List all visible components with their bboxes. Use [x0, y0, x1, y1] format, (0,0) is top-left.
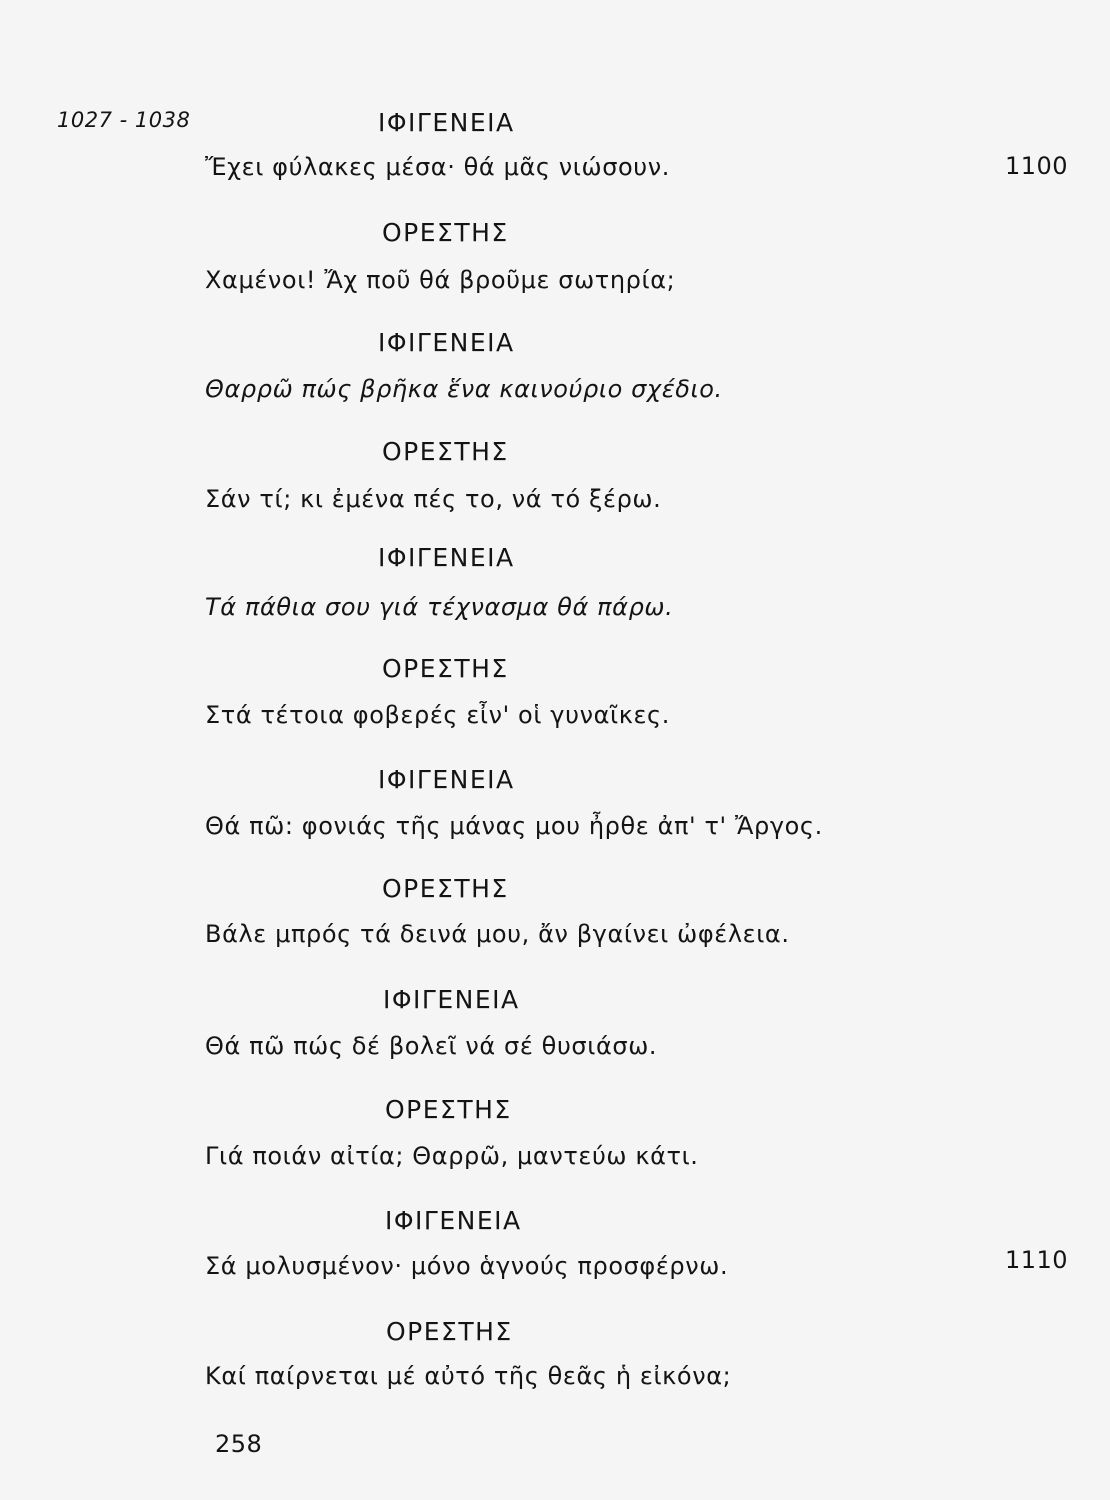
verse-line: Στά τέτοια φοβερές εἶν' οἱ γυναῖκες. — [205, 701, 670, 729]
verse-line: Σά μολυσμένον· μόνο ἁγνούς προσφέρνω. — [205, 1252, 729, 1280]
speaker-name: ΙΦΙΓΕΝΕΙΑ — [383, 985, 520, 1014]
line-number: 1100 — [1005, 152, 1069, 180]
verse-line: Θά πῶ: φονιάς τῆς μάνας μου ἦρθε ἀπ' τ' Ἄργος. — [205, 812, 823, 840]
speaker-name: ΟΡΕΣΤΗΣ — [382, 654, 509, 683]
verse-line: Θά πῶ πώς δέ βολεῖ νά σέ θυσιάσω. — [205, 1032, 658, 1060]
speaker-name: ΟΡΕΣΤΗΣ — [382, 874, 509, 903]
verse-line: Τά πάθια σου γιά τέχνασμα θά πάρω. — [205, 593, 674, 621]
verse-line: Βάλε μπρός τά δεινά μου, ἄν βγαίνει ὠφέλεια. — [205, 920, 790, 948]
verse-line: Ἔχει φύλακες μέσα· θά μᾶς νιώσουν. — [205, 153, 671, 181]
speaker-name: ΟΡΕΣΤΗΣ — [386, 1317, 513, 1346]
speaker-name: ΙΦΙΓΕΝΕΙΑ — [378, 765, 515, 794]
speaker-name: ΙΦΙΓΕΝΕΙΑ — [385, 1206, 522, 1235]
speaker-name: ΙΦΙΓΕΝΕΙΑ — [378, 543, 515, 572]
speaker-name: ΙΦΙΓΕΝΕΙΑ — [378, 328, 515, 357]
line-number: 1110 — [1005, 1246, 1069, 1274]
verse-line: Γιά ποιάν αἰτία; Θαρρῶ, μαντεύω κάτι. — [205, 1142, 699, 1170]
verse-line: Θαρρῶ πώς βρῆκα ἕνα καινούριο σχέδιο. — [205, 375, 723, 403]
speaker-name: ΙΦΙΓΕΝΕΙΑ — [378, 108, 515, 137]
speaker-name: ΟΡΕΣΤΗΣ — [382, 218, 509, 247]
verse-line: Σάν τί; κι ἐμένα πές το, νά τό ξέρω. — [205, 485, 662, 513]
page-number: 258 — [215, 1430, 263, 1458]
speaker-name: ΟΡΕΣΤΗΣ — [382, 437, 509, 466]
verse-range-reference: 1027 - 1038 — [57, 108, 191, 132]
verse-line: Καί παίρνεται μέ αὐτό τῆς θεᾶς ἡ εἰκόνα; — [205, 1362, 732, 1390]
speaker-name: ΟΡΕΣΤΗΣ — [385, 1095, 512, 1124]
verse-line: Χαμένοι! Ἄχ ποῦ θά βροῦμε σωτηρία; — [205, 266, 676, 294]
